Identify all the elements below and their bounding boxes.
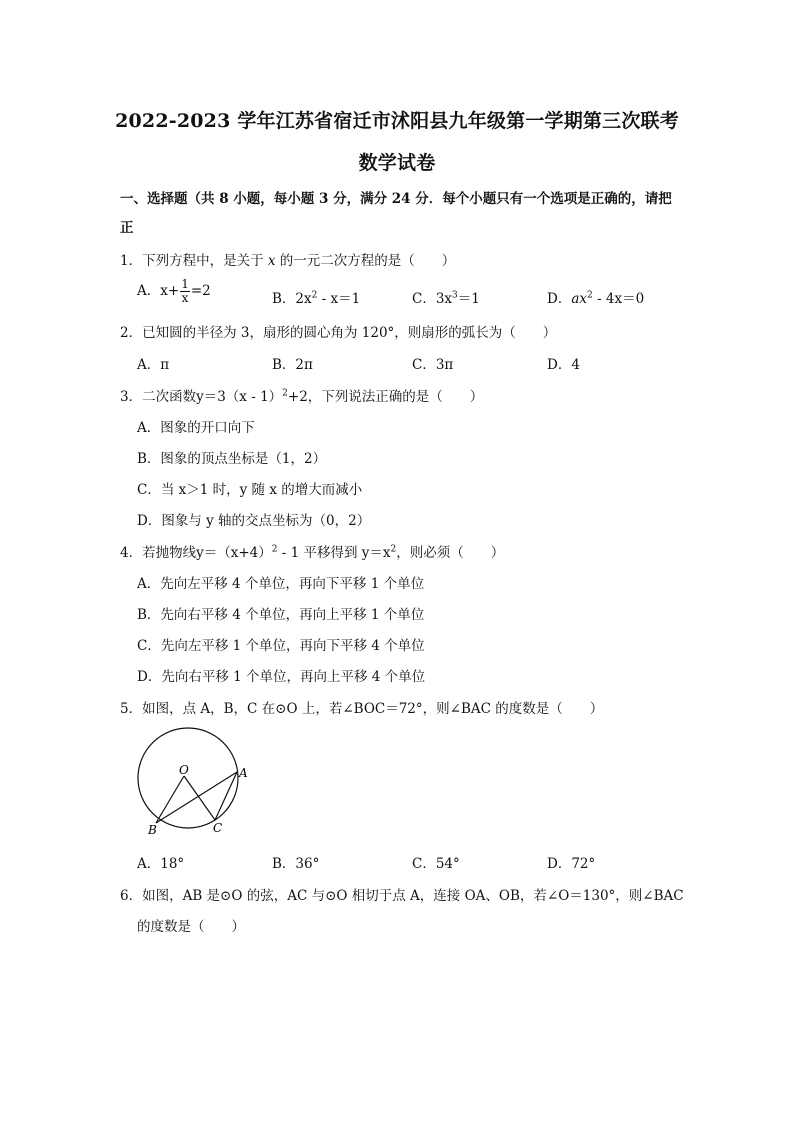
q4-option-a: A．先向左平移 4 个单位，再向下平移 1 个单位 [137, 576, 425, 592]
q1-b-post: - x＝1 [317, 291, 361, 307]
q3-stem-mid: y＝3（x - 1） [196, 389, 283, 405]
q4-stem-mid2: - 1 平移得到 y＝x [277, 545, 391, 561]
q1-a-denominator: x [181, 291, 189, 305]
q1-b-sup: 2 [311, 290, 318, 301]
q4-stem-sup2: 2 [390, 544, 397, 555]
q5-label-a: A [239, 766, 248, 780]
q4-option-b: B．先向右平移 4 个单位，再向上平移 1 个单位 [137, 607, 425, 623]
q4-stem-pre: 4．若抛物线 [120, 545, 197, 561]
q1-b-label: B． [272, 291, 296, 307]
q4-stem-post: ，则必须（ ） [396, 545, 505, 561]
q4-stem-sup: 2 [271, 544, 278, 555]
q2-option-a: A．π [137, 357, 170, 373]
q2-option-c: C．3π [412, 357, 454, 373]
section-heading-line2: 正 [120, 220, 134, 236]
q1-option-b [272, 287, 360, 307]
q1-a-numerator: 1 [181, 277, 189, 291]
q1-a-post: =2 [190, 283, 211, 299]
question-2-stem: 2．已知圆的半径为 3，扇形的圆心角为 120°，则扇形的弧长为（ ） [120, 325, 557, 341]
q1-a-label: A． [137, 283, 161, 299]
q1-b-text: 2x [295, 291, 312, 307]
q3-option-d: D．图象与 y 轴的交点坐标为（0，2） [137, 513, 371, 529]
q5-label-o: O [179, 763, 189, 777]
q3-option-a: A．图象的开口向下 [137, 420, 255, 436]
q4-option-d: D．先向右平移 1 个单位，再向上平移 4 个单位 [137, 669, 426, 685]
q5-option-d: D．72° [547, 856, 596, 872]
q5-option-b: B．36° [272, 856, 320, 872]
q1-d-post: - 4x＝0 [592, 291, 645, 307]
question-1-stem [120, 249, 455, 269]
question-6-stem-line1: 6．如图，AB 是⊙O 的弦，AC 与⊙O 相切于点 A，连接 OA、OB，若∠O＝130°，则∠BAC [120, 888, 684, 904]
q3-option-b: B．图象的顶点坐标是（1，2） [137, 451, 327, 467]
q5-segment-oc [184, 776, 215, 820]
q1-d-sup: 2 [587, 290, 593, 301]
q5-circle-figure [130, 720, 260, 840]
q1-a-pre: x+ [160, 283, 180, 299]
q1-c-label: C． [412, 291, 436, 307]
q5-segment-ob [156, 776, 184, 823]
q5-option-c: C．54° [412, 856, 460, 872]
q1-d-text: ax [571, 291, 587, 307]
q1-stem-var: x [267, 253, 276, 269]
q1-option-a [137, 278, 211, 305]
q1-c-sup: 3 [452, 290, 458, 301]
exam-title-line2: 数学试卷 [358, 152, 436, 174]
question-6-stem-line2: 的度数是（ ） [137, 919, 245, 935]
q5-option-a: A．18° [137, 856, 185, 872]
q3-option-c: C．当 x＞1 时，y 随 x 的增大而减小 [137, 482, 363, 498]
question-3-stem [120, 385, 483, 405]
q1-a-fraction [180, 278, 190, 305]
q3-stem-pre: 3．二次函数 [120, 389, 197, 405]
q1-c-text: 3x [435, 291, 453, 307]
q5-circle [138, 728, 238, 828]
exam-title-line1: 2022-2023 学年江苏省宿迁市沭阳县九年级第一学期第三次联考 [115, 110, 679, 132]
q1-stem-pre: 1．下列方程中，是关于 [120, 253, 268, 269]
q4-stem-mid: y＝（x+4） [196, 545, 272, 561]
q1-option-d [547, 287, 644, 307]
section-heading-line1: 一、选择题（共 8 小题，每小题 3 分，满分 24 分．每个小题只有一个选项是正确的，请把 [120, 191, 672, 207]
q2-option-b: B．2π [272, 357, 313, 373]
q4-option-c: C．先向左平移 1 个单位，再向下平移 4 个单位 [137, 638, 425, 654]
q1-option-c [412, 287, 480, 307]
q3-stem-post: +2，下列说法正确的是（ ） [287, 389, 484, 405]
q5-label-b: B [148, 823, 157, 837]
q3-stem-sup: 2 [282, 388, 288, 399]
question-5-stem: 5．如图，点 A，B，C 在⊙O 上，若∠BOC＝72°，则∠BAC 的度数是（ ） [120, 701, 604, 717]
q1-stem-post: 的一元二次方程的是（ ） [275, 253, 456, 269]
q2-option-d: D．4 [547, 357, 580, 373]
question-4-stem [120, 541, 504, 561]
q5-label-c: C [213, 821, 223, 835]
q1-d-label: D． [547, 291, 572, 307]
q1-c-post: ＝1 [457, 291, 480, 307]
